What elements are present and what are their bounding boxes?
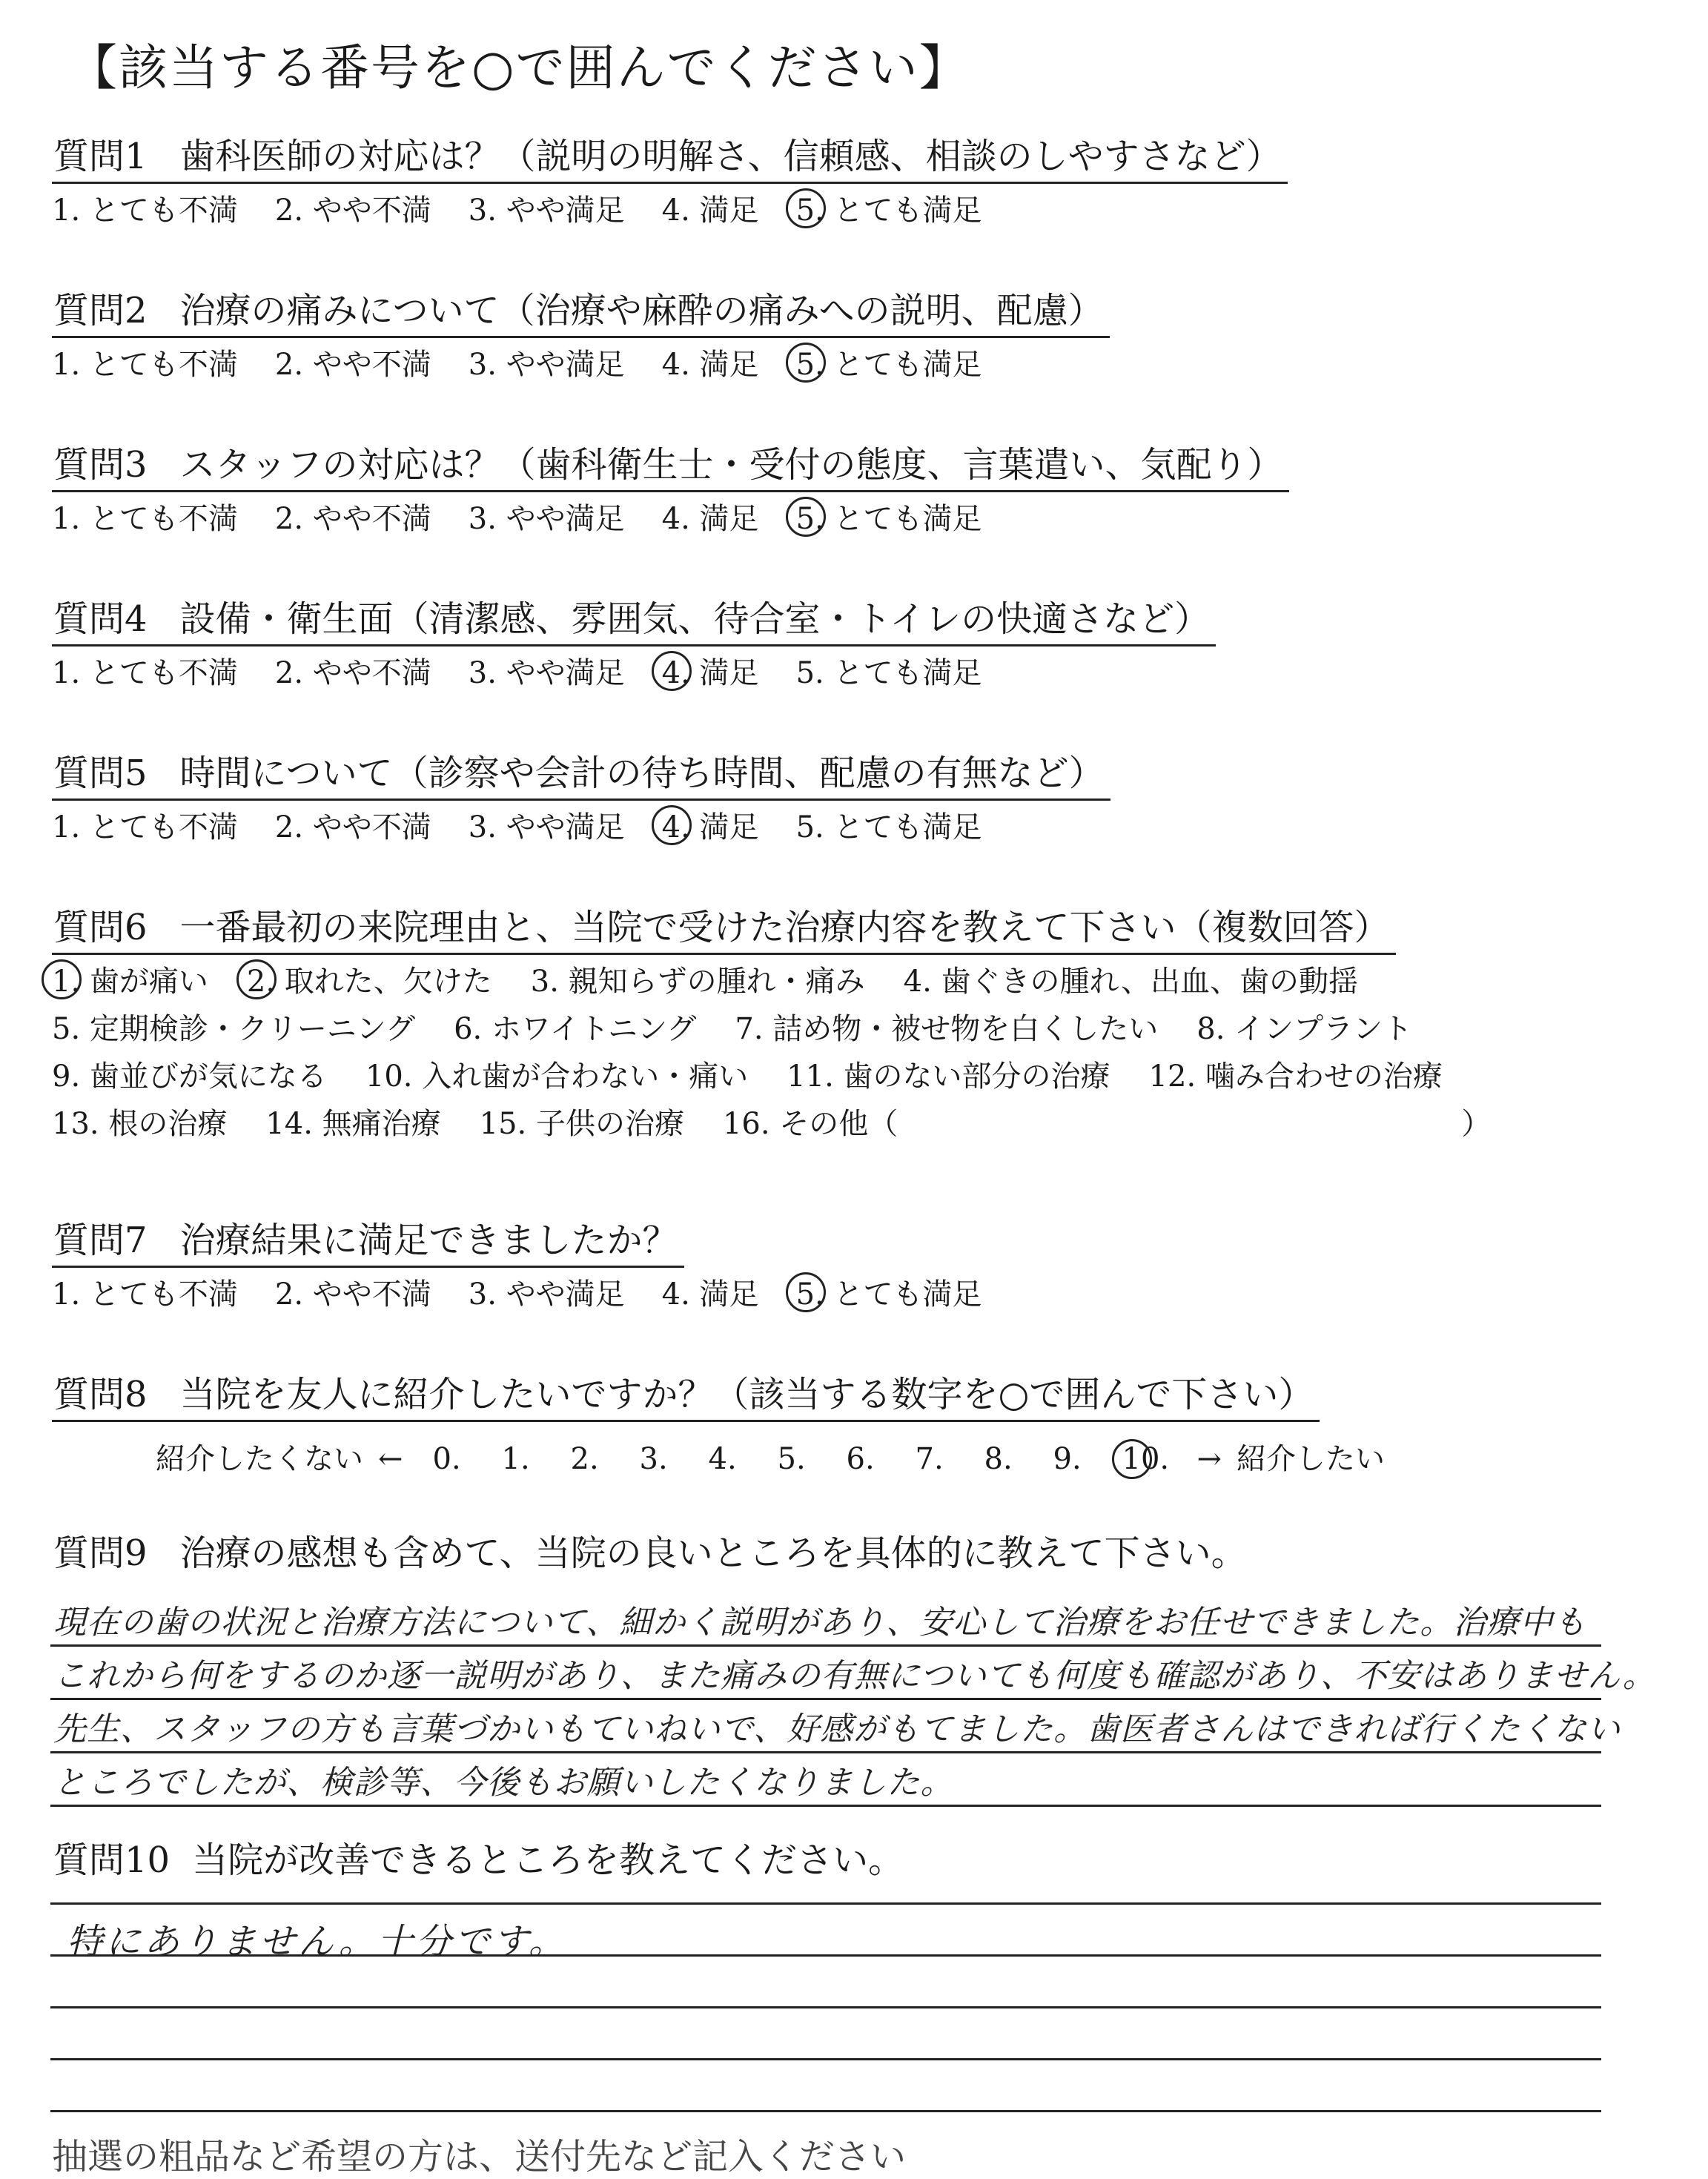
answer-9-line-1[interactable]: 現在の歯の状況と治療方法について、細かく説明があり、安心して治療をお任せできました。治療中も [53,1604,1587,1641]
scale-7[interactable]: 7. [915,1441,944,1476]
option-2[interactable]: 2. やや不満 [274,193,431,228]
question-6-options-row-1 [52,962,1491,1001]
option-4[interactable]: 4. 歯ぐきの腫れ、出血、歯の動揺 [903,964,1358,999]
footnote: 抽選の粗品など希望の方は、送付先など記入ください [52,2136,907,2178]
question-text: 一番最初の来院理由と、当院で受けた治療内容を教えて下さい（複数回答） [179,907,1390,948]
question-number: 質問5 [53,753,148,794]
question-10 [52,1839,910,1885]
option-4[interactable]: 4. 満足 [661,1277,759,1312]
question-6-options-row-4 [52,1105,1491,1143]
option-11[interactable]: 11. 歯のない部分の治療 [787,1059,1110,1094]
question-8 [52,1373,1385,1478]
question-4-heading [52,598,1216,647]
option-5[interactable]: 5. 定期検診・クリーニング [52,1011,416,1046]
answer-9-line-2[interactable]: これから何をするのか逐一説明があり、また痛みの有無についても何度も確認があり、不安はありません。 [53,1657,1656,1695]
option-2[interactable]: 2. やや不満 [274,1277,431,1312]
option-2-selected[interactable]: 2. 取れた、欠けた [247,962,492,1001]
answer-9-line-4[interactable]: ところでしたが、検診等、今後もお願いしたくなりました。 [53,1764,954,1802]
question-5 [52,752,1110,847]
question-7-options [52,1275,1019,1314]
option-1[interactable]: 1. とても不満 [52,347,238,382]
question-text: 当院を友人に紹介したいですか？（該当する数字を○で囲んで下さい） [179,1374,1314,1415]
option-9[interactable]: 9. 歯並びが気になる [52,1059,327,1094]
scale-right-label: 紹介したい [1237,1441,1386,1476]
question-text: 治療の痛みについて（治療や麻酔の痛みへの説明、配慮） [179,290,1104,331]
question-4 [52,598,1216,692]
question-5-heading [52,752,1110,801]
option-4[interactable]: 4. 満足 [661,193,759,228]
question-2-options [52,345,1110,384]
question-number: 質問4 [53,598,148,640]
option-5[interactable]: 5. とても満足 [795,655,982,690]
option-1[interactable]: 1. とても不満 [52,501,238,536]
question-text: 歯科医師の対応は？（説明の明解さ、信頼感、相談のしやすさなど） [179,136,1282,177]
question-4-options [52,654,1216,692]
question-6-heading [52,906,1396,955]
question-7 [52,1219,1019,1314]
option-2[interactable]: 2. やや不満 [274,347,431,382]
scale-2[interactable]: 2. [570,1441,599,1476]
question-number: 質問3 [53,444,148,486]
question-number: 質問8 [53,1374,148,1415]
option-3[interactable]: 3. やや満足 [468,655,625,690]
scale-9[interactable]: 9. [1053,1441,1082,1476]
referral-scale [156,1435,1385,1478]
page-title: 【該当する番号を○で囲んでください】 [68,39,970,96]
option-4-selected[interactable]: 4. 満足 [662,654,759,692]
arrow-left-icon: ← [378,1441,403,1476]
question-7-heading [52,1219,684,1268]
question-6-options-row-3 [52,1057,1491,1096]
question-3-heading [52,443,1289,492]
scale-8[interactable]: 8. [984,1441,1013,1476]
question-number: 質問7 [53,1220,148,1261]
answer-9-line-3[interactable]: 先生、スタッフの方も言葉づかいもていねいで、好感がもてました。歯医者さんはできれば行くたくない [53,1710,1621,1748]
question-number: 質問2 [53,290,148,331]
option-5[interactable]: 5. とても満足 [795,810,982,844]
scale-4[interactable]: 4. [708,1441,737,1476]
question-8-heading [52,1373,1320,1422]
option-1[interactable]: 1. とても不満 [52,1277,238,1312]
option-3[interactable]: 3. やや満足 [468,193,625,228]
question-text: 当院が改善できるところを教えてください。 [192,1839,904,1881]
question-text: スタッフの対応は？（歯科衛生士・受付の態度、言葉遣い、気配り） [179,444,1283,486]
question-10-heading [52,1839,910,1885]
option-5-selected[interactable]: 5. とても満足 [796,500,982,538]
option-2[interactable]: 2. やや不満 [274,501,431,536]
answer-line [50,1805,1601,1807]
option-3[interactable]: 3. やや満足 [468,501,625,536]
question-9 [52,1532,1253,1578]
option-2[interactable]: 2. やや不満 [274,810,431,844]
question-number: 質問9 [53,1532,148,1574]
question-text: 治療の感想も含めて、当院の良いところを具体的に教えて下さい。 [179,1532,1247,1574]
scale-6[interactable]: 6. [846,1441,875,1476]
option-5-selected[interactable]: 5. とても満足 [796,191,982,230]
question-3-options [52,500,1289,538]
option-5-selected[interactable]: 5. とても満足 [796,1275,982,1314]
answer-line [50,2006,1601,2008]
option-13[interactable]: 13. 根の治療 [52,1106,228,1141]
question-number: 質問1 [53,136,148,177]
option-6[interactable]: 6. ホワイトニング [454,1011,697,1046]
question-1-heading [52,135,1288,184]
answer-line [50,2110,1601,2112]
question-5-options [52,808,1110,847]
option-16[interactable]: 16. その他（ [722,1106,898,1141]
other-close-paren: ） [1461,1106,1492,1141]
question-1-options [52,191,1288,230]
option-10[interactable]: 10. 入れ歯が合わない・痛い [365,1059,749,1094]
answer-line [50,1698,1601,1700]
option-1[interactable]: 1. とても不満 [52,193,238,228]
question-text: 治療結果に満足できましたか？ [179,1220,678,1261]
scale-0[interactable]: 0. [432,1441,461,1476]
option-3[interactable]: 3. やや満足 [468,810,625,844]
answer-line [50,2058,1601,2060]
scale-1[interactable]: 1. [501,1441,530,1476]
question-6-options-row-2 [52,1010,1491,1048]
scale-left-label: 紹介したくない [156,1441,363,1476]
question-number: 質問6 [53,907,148,948]
option-1-selected[interactable]: 1. 歯が痛い [52,962,208,1001]
option-12[interactable]: 12. 噛み合わせの治療 [1148,1059,1443,1094]
option-8[interactable]: 8. インプラント [1196,1011,1413,1046]
answer-10-line-1[interactable]: 特にありません。十分です。 [67,1921,568,1963]
question-text: 時間について（診察や会計の待ち時間、配慮の有無など） [179,753,1105,794]
question-number: 質問10 [53,1839,171,1881]
option-2[interactable]: 2. やや不満 [274,655,431,690]
scale-5[interactable]: 5. [777,1441,806,1476]
option-4-selected[interactable]: 4. 満足 [662,808,759,847]
question-9-heading [52,1532,1253,1578]
answer-line [50,1751,1601,1753]
arrow-right-icon: → [1196,1441,1222,1476]
option-4[interactable]: 4. 満足 [661,347,759,382]
option-7[interactable]: 7. 詰め物・被せ物を白くしたい [735,1011,1159,1046]
option-5-selected[interactable]: 5. とても満足 [796,345,982,384]
option-15[interactable]: 15. 子供の治療 [479,1106,684,1141]
question-2-heading [52,289,1110,338]
option-3[interactable]: 3. やや満足 [468,347,625,382]
option-4[interactable]: 4. 満足 [661,501,759,536]
scale-10-selected[interactable]: 10. [1122,1442,1191,1476]
answer-line [50,1644,1601,1647]
option-3[interactable]: 3. 親知らずの腫れ・痛み [530,964,865,999]
question-3 [52,443,1289,538]
option-1[interactable]: 1. とても不満 [52,810,238,844]
option-1[interactable]: 1. とても不満 [52,655,238,690]
answer-line [50,1902,1601,1905]
question-text: 設備・衛生面（清潔感、雰囲気、待合室・トイレの快適さなど） [179,598,1211,640]
question-2 [52,289,1110,384]
option-14[interactable]: 14. 無痛治療 [265,1106,441,1141]
question-1 [52,135,1288,230]
scale-3[interactable]: 3. [639,1441,668,1476]
question-6 [52,906,1491,1143]
option-3[interactable]: 3. やや満足 [468,1277,625,1312]
